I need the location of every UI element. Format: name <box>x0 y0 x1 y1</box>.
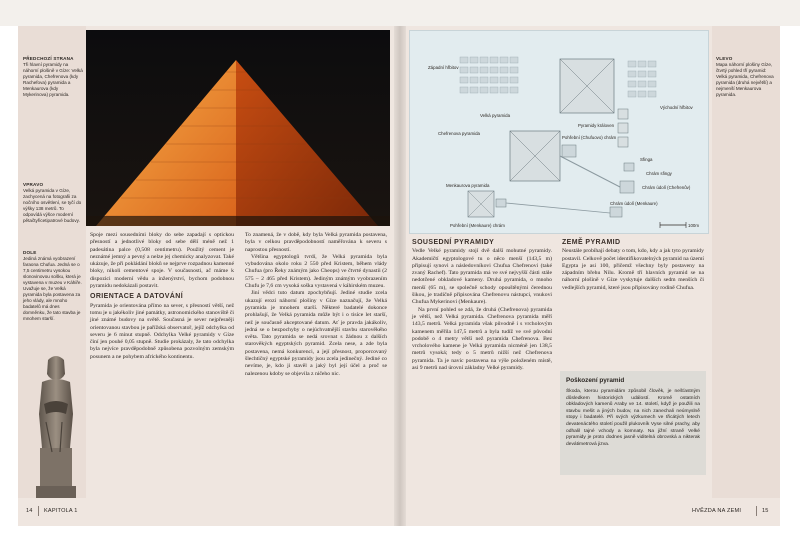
map-label-mortuary-temple: Pohřební (Chufuovo) chrám <box>562 135 617 140</box>
map-label-sphinx-temple: Chrám sfingy <box>646 171 672 176</box>
right-column-1 <box>412 236 552 372</box>
map-label-valley-temple-khafre: Chrám údolí (Chefrenův) <box>642 185 691 190</box>
section-heading-orientation: ORIENTACE A DATOVÁNÍ <box>90 293 184 301</box>
sidebar-block-previous-page <box>23 56 83 98</box>
body-paragraph: Na první pohled se zdá, že druhá (Chefrenova) pyramida je větší, než Velká pyramida. Chefrenova pyramida měří 143,5 metrů. Velká pyramida však původně i s vrcholovým kamenem měřila 147,5 metrů a byla tudíž ve své původní podobě o 4 metry větší než pyramida Chefrenova. Bez vrcholového kamene je Velká pyramida nicméně jen 138,5 metrů vysoká; tedy o 5 metrů nižší než Chefrenova pyramida. Ta je navíc postavena na výše položeném místě, asi 9 metrů nad úrovní základny Velké pyramidy. <box>412 306 552 372</box>
map-label-great-pyramid: Velká pyramida <box>480 113 511 118</box>
body-paragraph: Vedle Velké pyramidy stojí dvě další mohutné pyramidy. Akademičtí egyptologové tu o něco menší (143,5 m) připisují synovi a následovníkovi Chufua Chefrenovi (také zvaný Rachef). Tato pyramida má ve své nejvyšší části stále nedotčené obkladové kameny. Druhá pyramida, o mnoho menší (65 m), se společně schody opouštěnými čerednou šikou, je tradičně připisována Chefrenovu nástupci, vnukovi Chufua Mykerinovi (Menkaure). <box>412 248 552 306</box>
body-paragraph: To znamená, že v době, kdy byla Velká pyramida postavena, byla v celkou pravděpodobností naměřována k severu s naprostou přesností. <box>245 232 387 253</box>
sidebar-caption: Mapa náhorní plošiny Gíze, čtvrtý pohled tří pyramid: Velká pyramida, Chefrenova pyramida (druhá největší) a nejmenší Menkaurova pyramida. <box>716 62 774 97</box>
right-column-2 <box>562 236 704 292</box>
top-margin <box>0 0 800 26</box>
sidebar-block-right <box>23 182 83 224</box>
map-label-valley-temple-menkaure: Chrám údolí (Menkaure) <box>610 201 658 206</box>
khafre-pyramid-plan <box>510 131 560 181</box>
footer-divider <box>756 506 757 516</box>
map-illustration <box>410 31 708 233</box>
sidebar-heading: PŘEDCHOZÍ STRANA <box>23 56 74 61</box>
great-pyramid-plan <box>560 59 614 113</box>
right-page-number: 15 <box>762 508 769 514</box>
sidebar-caption: Jediná známá vyobrazení faraona Chufua. Jedná se o 7,5 centimetru vysokou slonovinovou sošku, která je vystavena v muzeu v Káhiře. Uvažuje se, že Velká pyramida byla postavena za jeho vlády, ale mnoho badatelů má dnes domněnku, že tato stavba je mnohem starší. <box>23 256 82 321</box>
map-label-queens-pyramids: Pyramidy královen <box>578 123 615 128</box>
left-page-number: 14 <box>26 508 33 514</box>
sidebar-block-below <box>23 250 83 322</box>
box-text: Škoda, kterou pyramidám způsobil člověk, je nešťastným důsledkem historických událostí. Kromě ostatních obkladových kamenů Araby ve 14. století, když je použili na stavbu mešit a jiných budov, na nich zanechali neúmyslně stopy i badatelé. Při svých výzkumech ve třicátých letech devatenáctého století použil plukovník Vyse silné prachy, aby odhalil tajné vchody a komnaty. Na jižní straně Velké pyramidy je proto dodnes jasně viditelná obrovská a nikterak devátimetrová jizva. <box>566 389 700 447</box>
section-heading-land-of-pyramids: ZEMĚ PYRAMID <box>562 239 621 246</box>
body-paragraph: Jiní vědci tuto datum zpochybňují. Jediné studie zcela ukazují erozi náhorní plošiny v Gíze naznačují, že Velká pyramida je mnohem starší. Některé badatelé dokonce prohlašují, že Velká pyramida může být i o tisíce let starší, než je současně akceptované datum. Ať je pravda jakákoliv, jedná se o bezpochyby o nejúchvatnější stavbu starověkého světa. Tato pyramida se nedá srovnat s žádnou z dalších starověkých egyptských pyramid. Zcela nese, a zde byla postavena, nemá konkurenci, a její přesnost, proporcovaný šlechtičný egyptské pyramidy jsou zcela jedinečný. Jediné co nevíme, je, kdo ji stavěl a jaký byl její účel a proč se nalezenou kdoby se objevila z ničeho nic. <box>245 290 387 377</box>
body-paragraph: Pyramida je orientována přímo na sever, s přesností větší, než tomu je u jakékoliv jiné památky, astronomického stanoviště či jiné známé budovy na světě. Současná je sever nejpřesněji orientovanou stavbou je pařížská observatoř, jejíž odchylka od severu je 6 minut stupně. Odchylka Velké pyramidy v Gíze činí jen pouhé 0,05 stupně. Studie prokázaly, že tato odchylka byla nejvíce pravděpodobně způsobena pozvolným zemským posunem a ne pohybem afrického kontinentu. <box>90 302 234 360</box>
map-label-menkaure-pyramid: Menkaurova pyramida <box>446 183 490 188</box>
body-paragraph: Neustále probíhají debaty o tom, kdo, kdy a jak tyto pyramidy postavil. Celkově počet identifikovatelných pyramid na území Egypta je asi 100, přičemž všechny byly postaveny na západním břehu Nilu. Kromě tří hlavních pyramid se na náhorní plošině v Gíze vyskytuje dalších sedm menších či vedlejších pyramid, které jsou připisovány rodině Chufua. <box>562 248 704 291</box>
map-scale-label: 100m <box>688 223 699 228</box>
great-pyramid-night-photo <box>86 30 390 226</box>
sidebar-heading: VLEVO <box>716 56 733 61</box>
pyramid-illustration <box>86 30 390 226</box>
left-chapter-title: KAPITOLA 1 <box>44 508 78 514</box>
body-paragraph: Spoje mezi sousedními bloky do sebe zapadají s optickou přesností a jednotlivé bloky od sebe dělí méně než 1 padesátina palce (0,508 centimetru). Použitý cement je neznámé jemný a pevný a nelze jej chemicky analyzovat. Také ukázuje, že při pokládání bloků se nejprve rozpadnou kamenné bloky, nikoli cementové spoje. V současnosti, ač máme k dispozici moderní vědu a inženýrství, bychom podobnou pyramidu nedokázali postavit. <box>90 232 234 290</box>
section-heading-neighbouring-pyramids: SOUSEDNÍ PYRAMIDY <box>412 239 495 246</box>
giza-plateau-map <box>409 30 709 234</box>
sidebar-caption: Tři hlavní pyramidy na náhorní plošině v Gíze: Velká pyramida, Chefrenova (kdy Rachefova) pyramida a Menkaurova (kdy Mykerinova) pyramida. <box>23 62 83 97</box>
sidebar-heading: VPRAVO <box>23 182 44 187</box>
sidebar-heading: DOLE <box>23 250 37 255</box>
left-column-1 <box>90 232 234 361</box>
map-label-mortuary-temple-menkaure: Pohřební (Menkaure) chrám <box>450 223 505 228</box>
box-title: Poškození pyramid <box>566 377 625 384</box>
sidebar-caption: Velká pyramida v Gíze, zachycená na fotografii za nočního osvětlení, se tyčí do výšky 138 metrů. To odpovídá výšce moderní pětačtyřicetipatrové budovy. <box>23 188 82 223</box>
right-running-title: HVĚZDA NA ZEMI <box>692 508 742 514</box>
map-label-west-cemetery: Západní hřbitov <box>428 65 459 70</box>
pyramid-damage-box <box>560 371 706 475</box>
map-label-sphinx: Sfinga <box>640 157 653 162</box>
map-label-east-cemetery: Východní hřbitov <box>660 105 693 110</box>
khufu-statue-image <box>26 352 86 500</box>
book-gutter <box>394 26 406 526</box>
map-label-khafre-pyramid: Chefrenova pyramida <box>438 131 480 136</box>
menkaure-pyramid-plan <box>468 191 494 217</box>
footer-divider <box>38 506 39 516</box>
left-column-2 <box>245 232 387 378</box>
sidebar-block-left <box>716 56 776 98</box>
body-paragraph: Většina egyptologů tvrdí, že Velká pyramida byla vybudována okolo roku 2 550 před Kristem, během vlády Chufua (pro Řeky známým jako Cheops) ve čtvrté dynastii (2 575 – 2 465 před Kristem). Jediným známým vyobrazením Chufu je 7,6 cm vysoká soška vystavená v káhirském muzeu. <box>245 253 387 290</box>
